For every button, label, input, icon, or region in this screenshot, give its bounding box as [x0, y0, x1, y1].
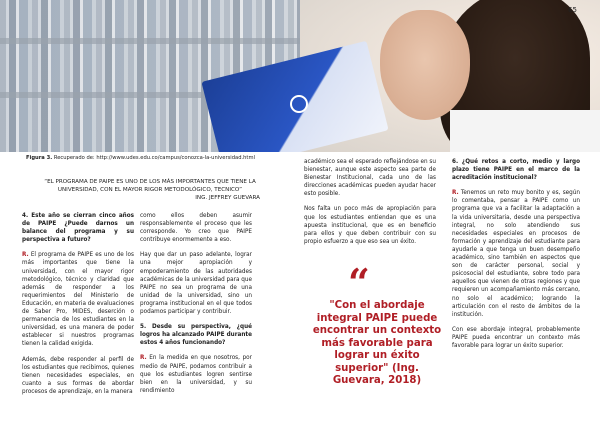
answer-6-text: Tenemos un reto muy bonito y es, según lo comentaba, pensar a PAIPE como un programa que va a facilitar la adaptación a la vida universitaria, desde una perspectiva integral, no solo atendiendo sus necesidades especiales en procesos de formación y aprendizaje del estudiante para ayudarle a que tenga un buen desempeño académico, sino también en aspectos que son de carácter personal, social y psicosocial del estudiante, sobre todo para aquellos que vienen de otras regiones y que requieren un acompañamiento más cercano, no solo el académico; logrando la articulación con el resto de ámbitos de la institución. — [452, 190, 580, 318]
top-quote — [40, 178, 260, 202]
caption-text: Recuperado de: http://www.udes.edu.co/campus/conozca-la-universidad.html — [52, 155, 255, 161]
column-3 — [304, 158, 436, 253]
question-6: 6. ¿Qué retos a corto, medio y largo plazo tiene PAIPE en el marco de la acreditación institucional? — [452, 159, 580, 182]
header-photo — [0, 0, 600, 152]
pull-quote: "Con el abordaje integral PAIPE puede encontrar un contexto más favorable para lograr un éxito superior" (Ing. Guevara, 2018) — [312, 300, 442, 386]
paragraph: Nos falta un poco más de apropiación para que los estudiantes entiendan que es una apuesta institucional, que es en beneficio para ellos y que deben contribuir con su propio esfuerzo a que eso sea un éxito. — [304, 206, 436, 245]
student-face — [380, 10, 470, 120]
paragraph: Además, debe responder al perfil de los estudiantes que recibimos, quienes tienen necesidades especiales, en cuanto a sus formas de abordar procesos de aprendizaje, en la manera — [22, 356, 134, 395]
column-4 — [452, 158, 580, 357]
column-2 — [140, 212, 252, 402]
student-shirt — [450, 110, 600, 152]
answer-label: R. — [140, 355, 147, 362]
top-quote-author: ING. JEFFREY GUEVARA — [195, 195, 260, 201]
answer-5-text: En la medida en que nosotros, por medio de PAIPE, podamos contribuir a que los estudiantes logren sentirse bien en la universidad, y su rendimiento — [140, 355, 252, 394]
answer-label: R. — [452, 190, 459, 197]
question-5: 5. Desde su perspectiva, ¿qué logros ha alcanzado PAIPE durante estos 4 años funcionando? — [140, 324, 252, 347]
shelf-divider — [0, 38, 300, 44]
quote-mark-icon: “ — [348, 260, 370, 305]
magazine-logo-icon — [290, 95, 308, 113]
paragraph: Con ese abordaje integral, probablemente PAIPE pueda encontrar un contexto más favorable para lograr un éxito superior. — [452, 326, 580, 349]
page-number: 65 — [568, 6, 577, 14]
top-quote-text: “EL PROGRAMA DE PAIPE ES UNO DE LOS MÁS IMPORTANTES QUE TIENE LA UNIVERSIDAD, CON EL MAYOR RIGOR METODOLÓGICO, TECNICO” — [44, 179, 256, 193]
answer-4-text: El programa de PAIPE es uno de los más importantes que tiene la universidad, con el mayor rigor metodológico, técnico y claridad que además de responder a los requerimientos del Ministerio de Educación, en materia de evaluaciones de Saber Pro, MIDES, deserción o permanencia de los estudiantes en la universidad, es una manera de poder establecer si nuestros programas tienen la calidad exigida. — [22, 252, 134, 348]
paragraph: académico sea el esperado reflejándose en su bienestar, aunque este aspecto sea parte de Bienestar Institucional, cada uno de las direcciones académicas pueden ayudar hacer esto posible. — [304, 159, 436, 198]
paragraph: Hay que dar un paso adelante, lograr una mejor apropiación y empoderamiento de las autoridades académicas de la universidad para que PAIPE no sea un programa de una unidad de la universidad, sino un programa institucional en el que todos podamos participar y contribuir. — [140, 252, 252, 316]
answer-label: R. — [22, 252, 29, 259]
column-1 — [22, 212, 134, 403]
caption-label: Figura 3. — [26, 155, 53, 161]
question-4: 4. Este año se cierran cinco años de PAIPE ¿Puede darnos un balance del programa y su perspectiva a futuro? — [22, 213, 134, 244]
paragraph: como ellos deben asumir responsablemente el proceso que les corresponde. Yo creo que PAIPE contribuye enormemente a eso. — [140, 213, 252, 244]
